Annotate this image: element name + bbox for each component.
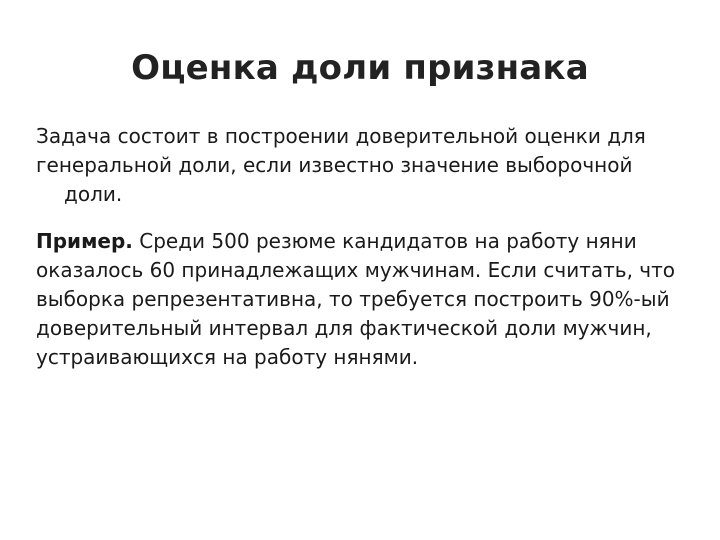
example-line: оказалось 60 принадлежащих мужчинам. Если считать, что [36, 258, 675, 282]
example-line: доверительный интервал для фактической доли мужчин, [36, 316, 652, 340]
slide-title: Оценка доли признака [131, 48, 589, 88]
slide-body [36, 122, 696, 372]
task-line: генеральной доли, если известно значение выборочной [36, 153, 633, 177]
example-paragraph [36, 227, 696, 372]
task-paragraph [36, 122, 696, 209]
example-line: выборка репрезентативна, то требуется построить 90%-ый [36, 287, 670, 311]
example-first-line [36, 227, 696, 256]
example-label: Пример. [36, 229, 133, 253]
task-line: доли. [64, 182, 123, 206]
task-line: Задача состоит в построении доверительной оценки для [36, 124, 646, 148]
example-line: устраивающихся на работу нянями. [36, 345, 419, 369]
example-first-line-text: Среди 500 резюме кандидатов на работу няни [132, 229, 637, 253]
